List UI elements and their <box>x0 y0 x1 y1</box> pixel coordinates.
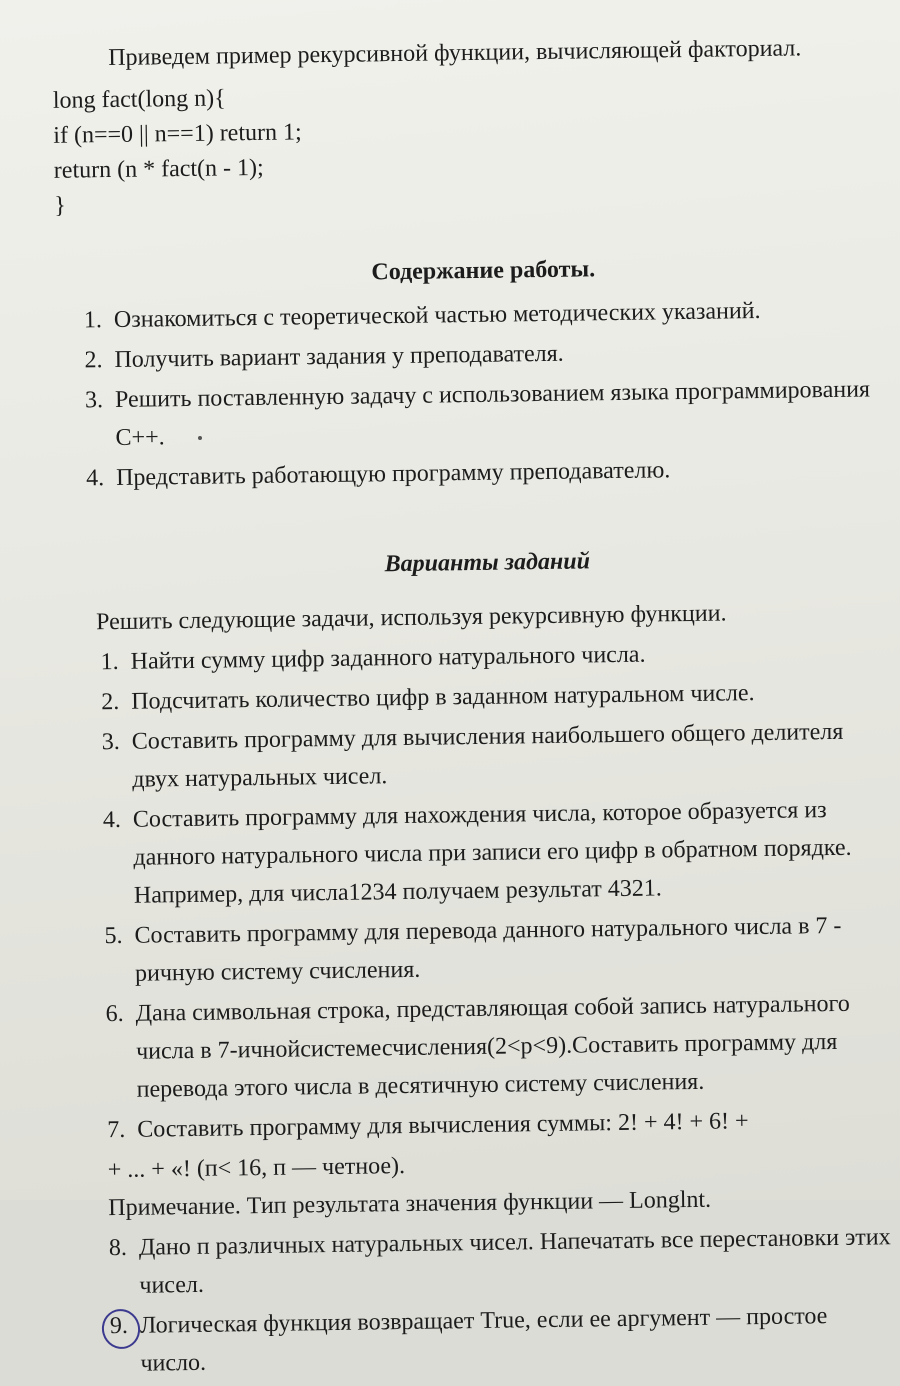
code-line: long fact(long n){ <box>52 85 226 114</box>
list-item <box>85 370 886 457</box>
item-text: Составить программу для вычисления суммы: 2! + 4! + 6! + <box>137 1108 749 1143</box>
work-steps-list <box>44 290 887 498</box>
code-line: if (n==0 || n==1) return 1; <box>53 119 302 149</box>
item-number: 7. <box>107 1116 126 1144</box>
code-line: return (n * fact(n - 1); <box>53 154 264 184</box>
list-item <box>104 906 893 993</box>
item-number: 5. <box>104 922 123 950</box>
list-item <box>105 984 895 1109</box>
item-text: Найти сумму цифр заданного натурального числа. <box>130 641 646 675</box>
variants-intro: Решить следующие задачи, используя рекурсивную функции. <box>95 600 727 636</box>
code-line: } <box>54 192 67 219</box>
item-text: Дано п различных натуральных чисел. Напечатать все перестановки этих чисел. <box>138 1224 891 1299</box>
item-number: 3. <box>84 387 104 414</box>
item-number: 2. <box>101 688 120 716</box>
item-text: Составить программу для вычисления наибольшего общего делителя двух натуральных чисел. <box>131 718 844 793</box>
item-text: Ознакомиться с теоретической частью методических указаний. <box>113 297 761 333</box>
item-text: Получить вариант задания у преподавателя. <box>114 340 564 373</box>
item-text: Составить программу для перевода данного натурального числа в 7 - ричную систему счисления. <box>134 912 842 987</box>
item-number: 3. <box>101 728 120 756</box>
intro-text: Приведем пример рекурсивной функции, вычисляющей факториал. <box>108 35 802 72</box>
item-number: 2. <box>84 347 103 374</box>
variants-list <box>48 632 895 1150</box>
item-text: Дана символьная строка, представляющая собой запись натурального числа в 7-ичнойсистемесчисления(2<p<9).Составить программу для перевода этого числа в десятичную систему счисления. <box>135 990 850 1103</box>
work-section-title: Содержание работы. <box>371 256 596 286</box>
list-item <box>110 1296 899 1383</box>
item-number: 6. <box>105 1000 124 1028</box>
item-text: Подсчитать количество цифр в заданном натуральном числе. <box>131 680 755 715</box>
item-text: Составить программу для нахождения числа, которое образуется из данного натурального числа при записи его цифр в обратном порядке. Например, для числа1234 получаем результат 4321. <box>132 797 852 909</box>
variants-list-continued <box>57 1218 899 1384</box>
item-number: 4. <box>102 806 122 834</box>
list-item <box>102 712 891 799</box>
list-item <box>103 790 893 915</box>
page-content <box>40 28 899 1386</box>
item-text: Решить поставленную задачу с использованием языка программирования C++. <box>114 376 871 451</box>
item-number: 8. <box>108 1234 128 1262</box>
item-text: Логическая функция возвращает True, если ее аргумент — простое число. <box>139 1303 828 1377</box>
item-number: 1. <box>100 648 119 676</box>
variants-section-title: Варианты заданий <box>384 548 591 578</box>
item-number: 4. <box>85 465 105 492</box>
sum-continuation: + ... + «! (п< 16, п — четное). <box>107 1153 406 1184</box>
note-text: Примечание. Тип результата значения функции — Longlnt. <box>108 1186 712 1222</box>
item-number: 1. <box>83 307 103 334</box>
code-block <box>53 72 883 224</box>
circled-item-number: 9. <box>110 1307 141 1383</box>
list-item <box>109 1218 898 1305</box>
item-text: Представить работающую программу преподавателю. <box>115 457 671 491</box>
